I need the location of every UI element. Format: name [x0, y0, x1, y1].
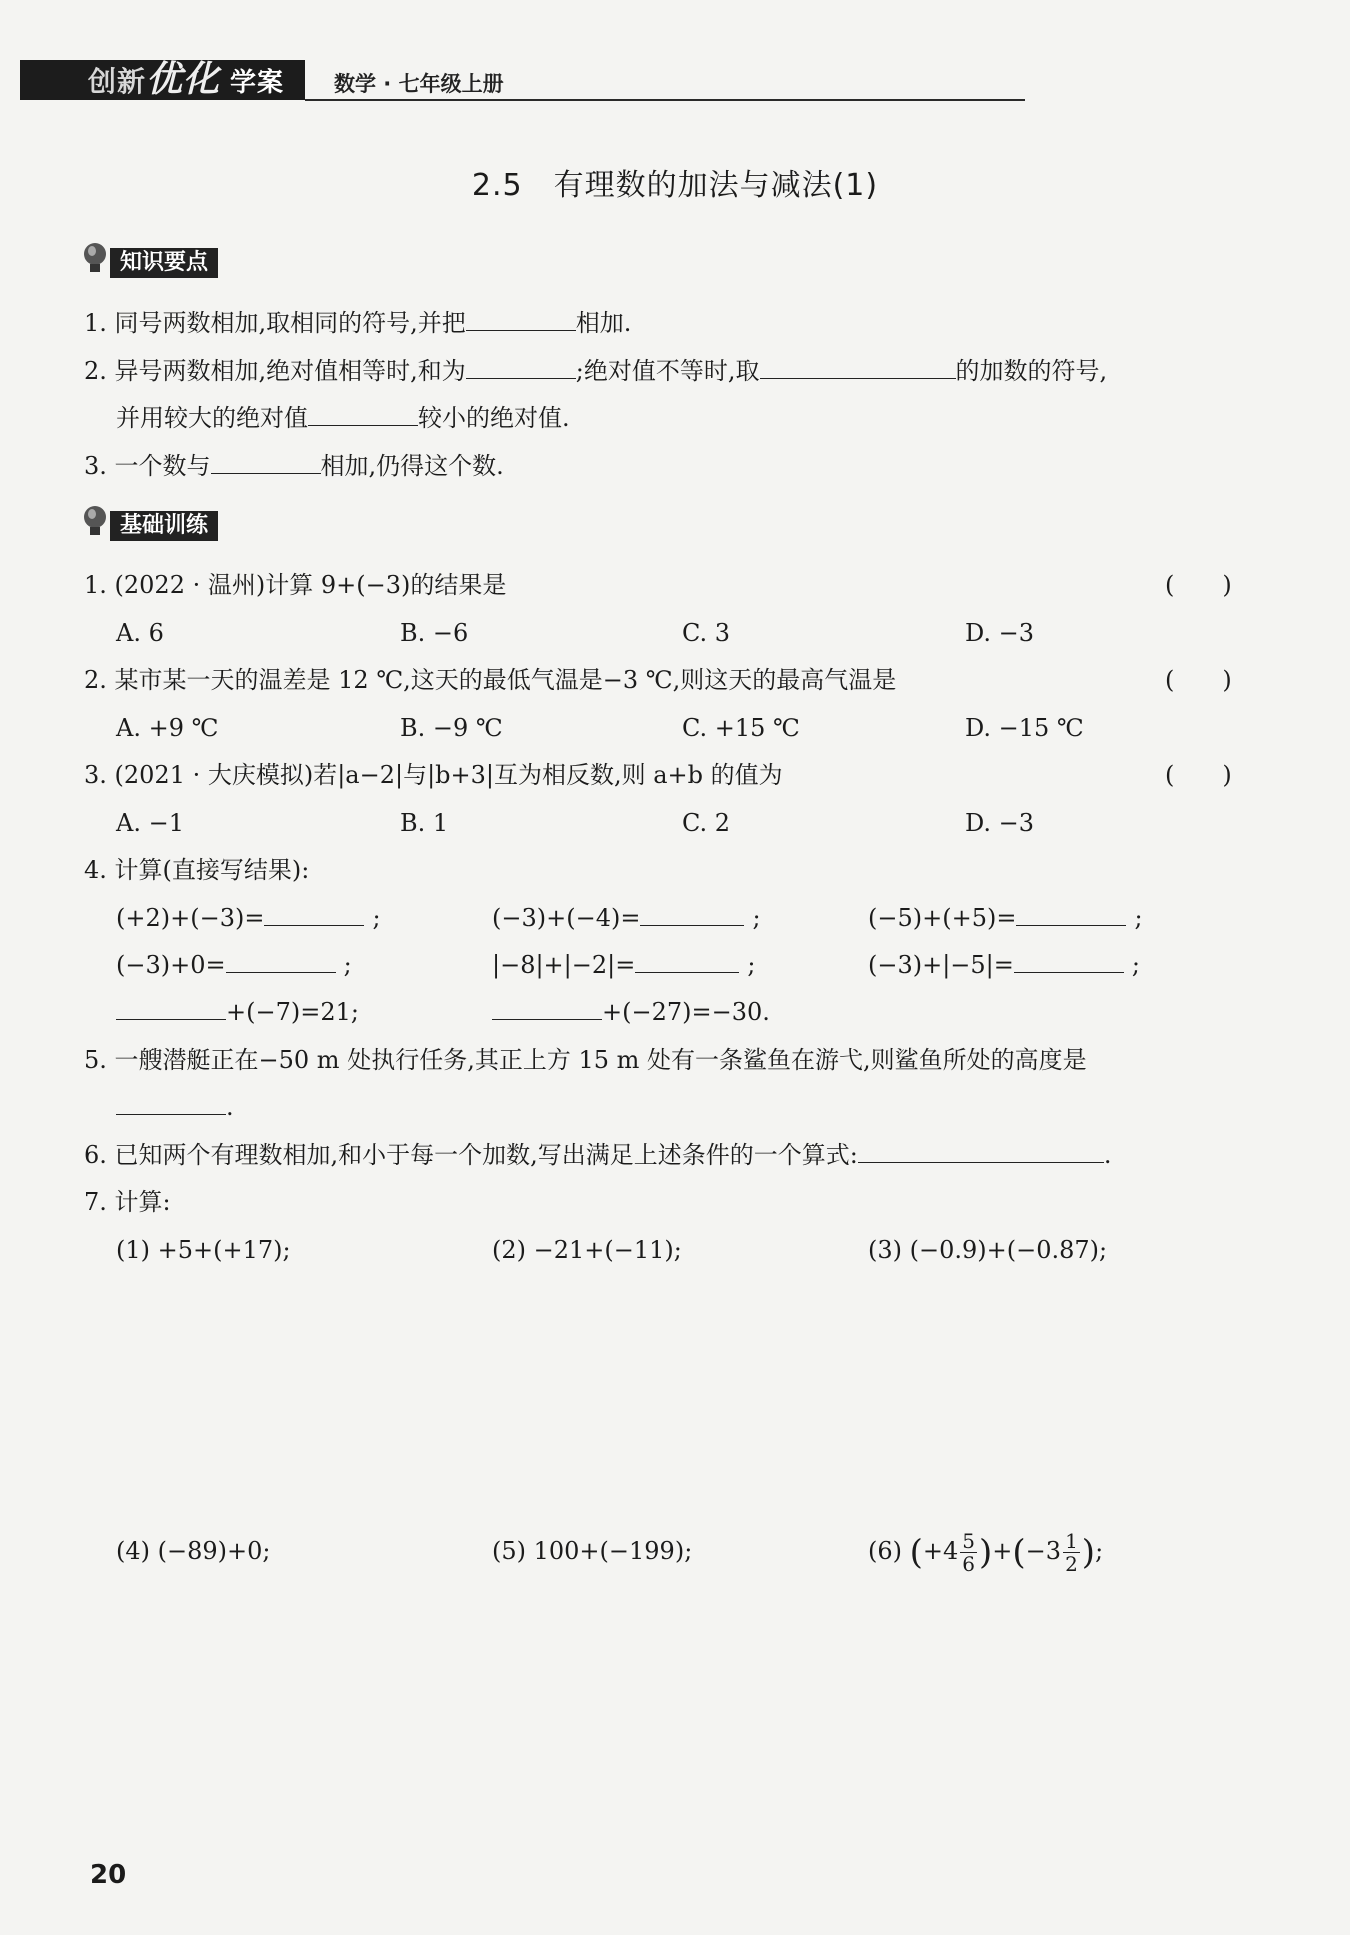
answer-blank[interactable]	[264, 903, 364, 926]
calc-part-6: (6) (+4 $\frac{5}{6}$ )+(−3 $\frac{1}{2}$ );	[868, 1529, 1104, 1576]
answer-blank[interactable]	[466, 356, 576, 379]
option-a[interactable]: A. +9 ℃	[116, 714, 219, 742]
answer-blank[interactable]	[308, 403, 418, 426]
knowledge-item-1: 1. 同号两数相加,取相同的符号,并把 相加.	[84, 309, 632, 337]
answer-blank[interactable]	[211, 451, 321, 474]
answer-blank[interactable]	[858, 1140, 1104, 1163]
option-b[interactable]: B. 1	[400, 809, 449, 837]
lesson-title: 2.5 有理数的加法与减法(1)	[471, 168, 879, 203]
calc-item: (−5)+(+5)= ;	[868, 904, 1143, 932]
calc-item: +(−7)=21;	[116, 997, 359, 1027]
question-7-stem: 7. 计算:	[84, 1188, 171, 1216]
mixed-fraction: $\frac{1}{2}$	[1065, 1529, 1078, 1576]
question-1-stem: 1. (2022 · 温州)计算 9+(−3)的结果是	[84, 571, 507, 599]
series-logo: 创新优化 学案	[88, 59, 285, 100]
answer-blank[interactable]	[116, 1092, 226, 1115]
option-b[interactable]: B. −6	[400, 619, 469, 647]
answer-blank[interactable]	[116, 997, 226, 1020]
lightbulb-icon	[82, 505, 108, 539]
calc-part-3: (3) (−0.9)+(−0.87);	[868, 1236, 1108, 1264]
option-c[interactable]: C. +15 ℃	[682, 714, 800, 742]
calc-part-4: (4) (−89)+0;	[116, 1537, 271, 1565]
question-4-stem: 4. 计算(直接写结果):	[84, 856, 310, 884]
subject-label: 数学 · 七年级上册	[334, 72, 504, 96]
header-rule	[305, 99, 1025, 101]
option-a[interactable]: A. 6	[116, 619, 164, 647]
question-2-stem: 2. 某市某一天的温差是 12 ℃,这天的最低气温是−3 ℃,则这天的最高气温是	[84, 666, 897, 694]
option-d[interactable]: D. −3	[965, 619, 1035, 647]
mixed-fraction: $\frac{5}{6}$	[962, 1529, 976, 1576]
question-3-stem: 3. (2021 · 大庆模拟)若|a−2|与|b+3|互为相反数,则 a+b 的值为	[84, 761, 783, 789]
calc-item: (−3)+|−5|= ;	[868, 951, 1140, 979]
option-b[interactable]: B. −9 ℃	[400, 714, 503, 742]
answer-blank[interactable]	[492, 997, 602, 1020]
calc-item: +(−27)=−30.	[492, 997, 770, 1027]
calc-item: (−3)+0= ;	[116, 951, 352, 979]
calc-part-1: (1) +5+(+17);	[116, 1236, 291, 1264]
calc-part-5: (5) 100+(−199);	[492, 1537, 693, 1565]
calc-item: |−8|+|−2|= ;	[492, 951, 756, 979]
section-label: 知识要点	[110, 248, 218, 278]
answer-blank[interactable]	[760, 356, 956, 379]
question-5-stem: 5. 一艘潜艇正在−50 m 处执行任务,其正上方 15 m 处有一条鲨鱼在游弋,则鲨鱼所处的高度是	[84, 1046, 1087, 1074]
answer-blank[interactable]	[1014, 950, 1124, 973]
lightbulb-icon	[82, 242, 108, 276]
knowledge-item-2-cont: 并用较大的绝对值 较小的绝对值.	[116, 404, 570, 432]
section-label: 基础训练	[110, 511, 218, 541]
answer-paren[interactable]: ( )	[1165, 666, 1232, 694]
option-d[interactable]: D. −15 ℃	[965, 714, 1084, 742]
answer-blank[interactable]	[640, 903, 744, 926]
answer-paren[interactable]: ( )	[1165, 571, 1232, 599]
page-number: 20	[90, 1860, 127, 1890]
answer-paren[interactable]: ( )	[1165, 761, 1232, 789]
answer-blank[interactable]	[635, 950, 739, 973]
knowledge-item-3: 3. 一个数与 相加,仍得这个数.	[84, 452, 504, 480]
option-d[interactable]: D. −3	[965, 809, 1035, 837]
answer-blank[interactable]	[226, 950, 336, 973]
knowledge-item-2: 2. 异号两数相加,绝对值相等时,和为 ;绝对值不等时,取 的加数的符号,	[84, 357, 1108, 385]
calc-item: (+2)+(−3)= ;	[116, 904, 381, 932]
answer-blank[interactable]	[1016, 903, 1126, 926]
option-c[interactable]: C. 2	[682, 809, 731, 837]
question-6: 6. 已知两个有理数相加,和小于每一个加数,写出满足上述条件的一个算式: .	[84, 1141, 1112, 1169]
question-5-answer: .	[116, 1092, 234, 1122]
calc-item: (−3)+(−4)= ;	[492, 904, 761, 932]
option-c[interactable]: C. 3	[682, 619, 731, 647]
option-a[interactable]: A. −1	[116, 809, 184, 837]
answer-blank[interactable]	[466, 308, 576, 331]
calc-part-2: (2) −21+(−11);	[492, 1236, 682, 1264]
